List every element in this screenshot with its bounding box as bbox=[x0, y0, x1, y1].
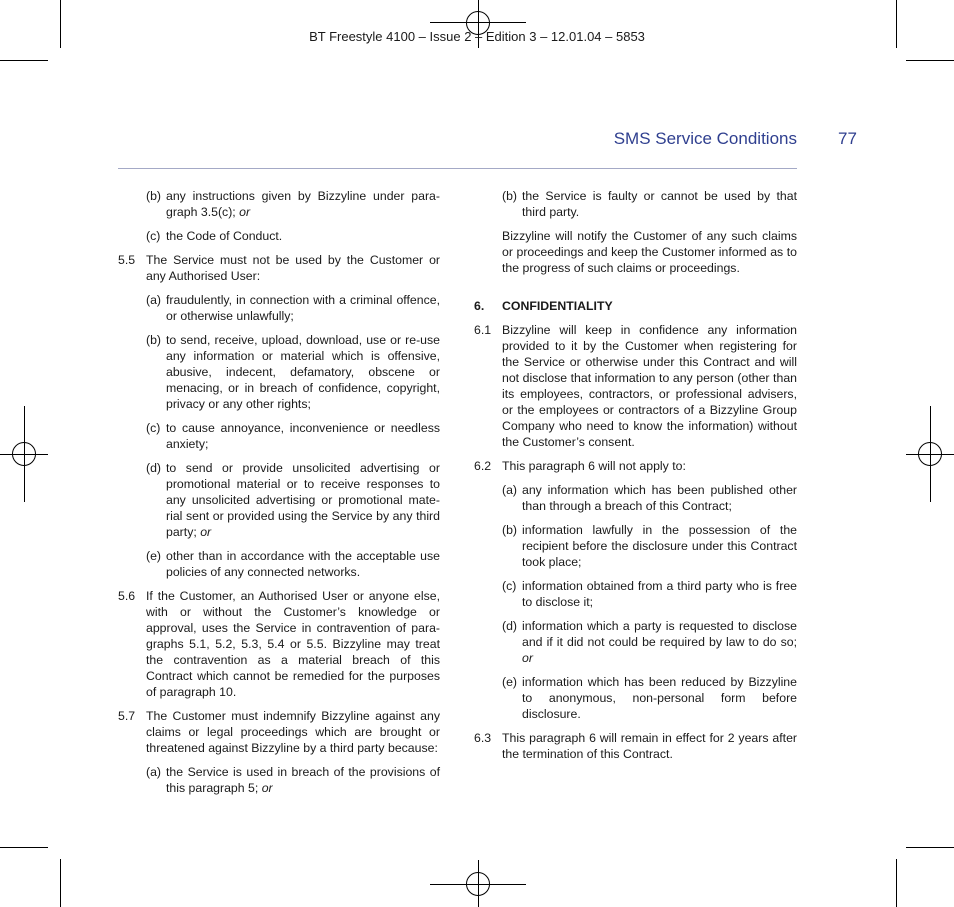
clause-5-5: 5.5 The Service must not be used by the Customer or any Authorised User: bbox=[118, 253, 440, 283]
crop-mark bbox=[906, 60, 954, 61]
page-title: SMS Service Conditions bbox=[613, 129, 797, 148]
list-item: (e) other than in accordance with the acceptable use policies of any connected networks. bbox=[146, 549, 440, 579]
list-item: (c) to cause annoyance, inconvenience or needless anxiety; bbox=[146, 421, 440, 451]
clause-6-2: 6.2 This paragraph 6 will not apply to: bbox=[474, 459, 686, 473]
list-item: (b) to send, receive, upload, download, use or re-use any information or material which is offensive, abusive, indecent, defamatory, obscene or menacing, or in breach of confidence, copyright, privacy or any other rights; bbox=[146, 333, 440, 411]
list-item: (b) any instructions given by Bizzyline under para-graph 3.5(c); or bbox=[146, 189, 440, 219]
list-item: (a) the Service is used in breach of the provisions of this paragraph 5; or bbox=[146, 765, 440, 795]
paragraph: Bizzyline will notify the Customer of any such claims or proceedings and keep the Customer informed as to the progress of such claims or proceedings. bbox=[502, 229, 797, 275]
section-heading: 6. CONFIDENTIALITY bbox=[474, 299, 613, 313]
clause-6-1: 6.1 Bizzyline will keep in confidence any information provided to it by the Customer when registering for the Service or otherwise under this Contract and will not disclose that information to any person (other than its employees, contractors, or professional advisers, or the employees or contractors of a Bizzyline Group Company who need to know the information) without the Customer’s consent. bbox=[474, 323, 797, 449]
clause-5-7: 5.7 The Customer must indemnify Bizzyline against any claims or legal proceedings which are brought or threatened against Bizzyline by a third party because: bbox=[118, 709, 440, 755]
list-item: (c) the Code of Conduct. bbox=[146, 229, 283, 243]
list-item: (e) information which has been reduced by Bizzyline to anonymous, non-personal form before disclosure. bbox=[502, 675, 797, 721]
crop-mark bbox=[0, 60, 48, 61]
left-column bbox=[118, 188, 440, 804]
clause-6-3: 6.3 This paragraph 6 will remain in effect for 2 years after the termination of this Contract. bbox=[474, 731, 797, 761]
crop-mark bbox=[906, 847, 954, 848]
clause-5-6: 5.6 If the Customer, an Authorised User or anyone else, with or without the Customer’s knowledge or approval, uses the Service in contravention of para-graphs 5.1, 5.2, 5.3, 5.4 or 5.5. Bizzyline may treat the contravention as a material breach of this Contract which cannot be remedied for the purposes of paragraph 10. bbox=[118, 589, 440, 699]
list-item: (a) any information which has been published other than through a breach of this Contract; bbox=[502, 483, 797, 513]
list-item: (d) information which a party is requested to disclose and if it did not could be required by law to do so; or bbox=[502, 619, 797, 665]
list-item: (a) fraudulently, in connection with a criminal offence, or otherwise unlawfully; bbox=[146, 293, 440, 323]
crop-mark bbox=[896, 859, 897, 907]
header-rule bbox=[118, 168, 797, 169]
list-item: (c) information obtained from a third party who is free to disclose it; bbox=[502, 579, 797, 609]
list-item: (b) information lawfully in the possession of the recipient before the disclosure under this Contract took place; bbox=[502, 523, 797, 569]
print-slug: BT Freestyle 4100 – Issue 2 – Edition 3 – 12.01.04 – 5853 bbox=[309, 29, 645, 44]
list-item: (b) the Service is faulty or cannot be used by that third party. bbox=[502, 189, 797, 219]
crop-mark bbox=[60, 859, 61, 907]
page-number: 77 bbox=[838, 129, 857, 148]
crop-mark bbox=[0, 847, 48, 848]
list-item: (d) to send or provide unsolicited advertising or promotional material or to receive responses to any unsolicited advertising or promotional mate-rial sent or provided using the Service by any third party; or bbox=[146, 461, 440, 539]
right-column bbox=[474, 188, 797, 770]
